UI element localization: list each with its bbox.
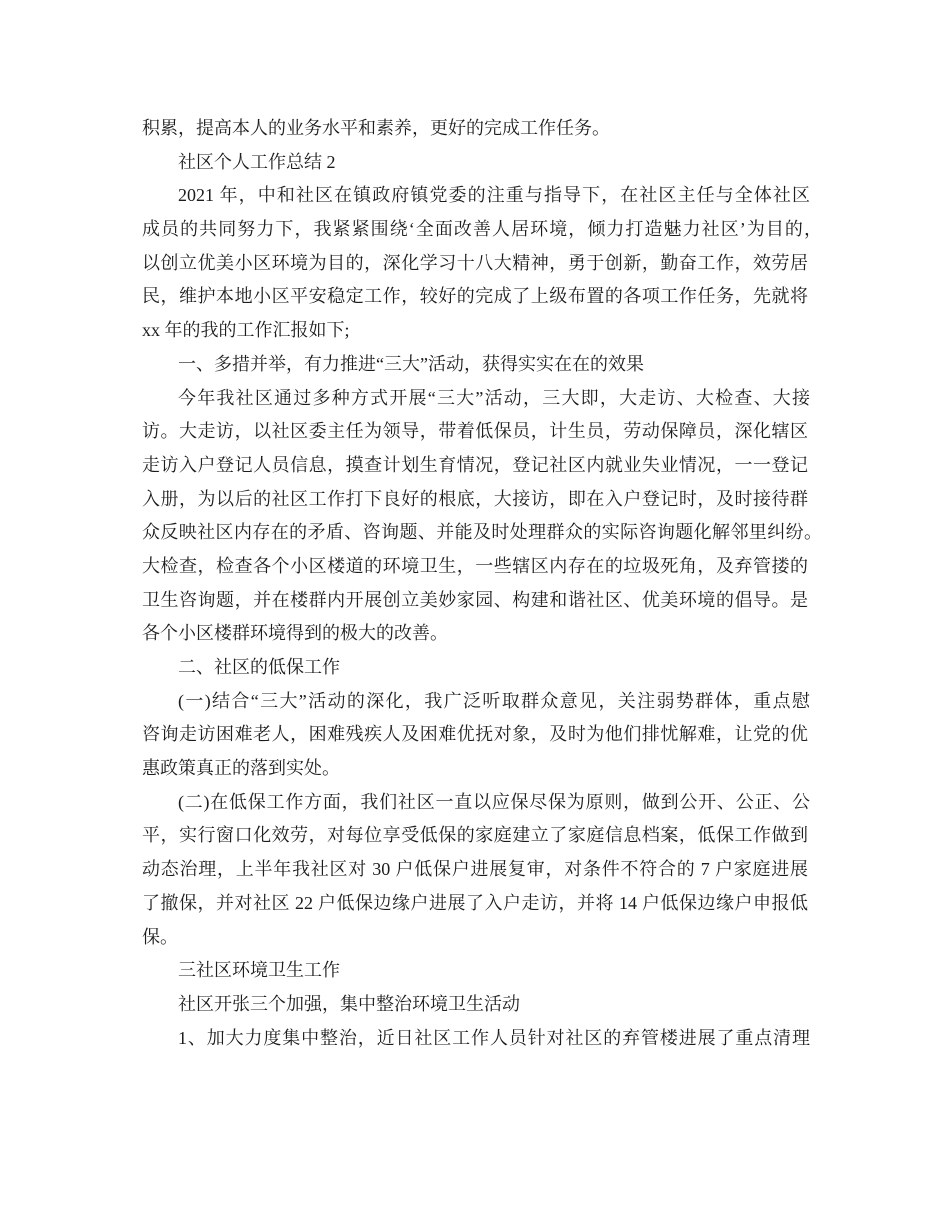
text-line: 社区开张三个加强，集中整治环境卫生活动 bbox=[178, 993, 520, 1014]
section-heading-text: 三社区环境卫生工作 bbox=[178, 960, 340, 981]
paragraph bbox=[142, 786, 842, 954]
text-line: 1、加大力度集中整治，近日社区工作人员针对社区的弃管楼进展了重点清理 bbox=[178, 1027, 810, 1048]
section-heading bbox=[142, 954, 842, 988]
text-line: 惠政策真正的落到实处。 bbox=[142, 758, 340, 779]
paragraph bbox=[142, 179, 842, 347]
text-line: 民，维护本地小区平安稳定工作，较好的完成了上级布置的各项工作任务，先就将 bbox=[142, 286, 808, 307]
text-line: 以创立优美小区环境为目的，深化学习十八大精神，勇于创新，勤奋工作，效劳居 bbox=[142, 252, 808, 273]
text-line: (一)结合“三大”活动的深化，我广泛听取群众意见，关注弱势群体，重点慰 bbox=[178, 690, 810, 711]
text-line: 众反映社区内存在的矛盾、咨询题、并能及时处理群众的实际咨询题化解邻里纠纷。 bbox=[142, 522, 822, 543]
text-line: 入册，为以后的社区工作打下良好的根底，大接访，即在入户登记时，及时接待群 bbox=[142, 488, 808, 509]
text-line: 咨询走访困难老人，困难残疾人及困难优抚对象，及时为他们排忧解难，让党的优 bbox=[142, 724, 808, 745]
section-heading-text: 二、社区的低保工作 bbox=[178, 657, 340, 677]
text-line: 访。大走访，以社区委主任为领导，带着低保员，计生员，劳动保障员，深化辖区 bbox=[142, 421, 808, 442]
text-line: 今年我社区通过多种方式开展“三大”活动，三大即，大走访、大检查、大接 bbox=[178, 387, 810, 408]
paragraph bbox=[142, 685, 842, 786]
text-line: 成员的共同努力下，我紧紧围绕‘全面改善人居环境，倾力打造魅力社区’为目的， bbox=[142, 219, 822, 240]
text-line: (二)在低保工作方面，我们社区一直以应保尽保为原则，做到公开、公正、公 bbox=[178, 791, 810, 812]
section-heading bbox=[142, 348, 842, 382]
text-line: xx 年的我的工作汇报如下; bbox=[142, 320, 350, 341]
paragraph bbox=[142, 382, 842, 652]
paragraph bbox=[142, 988, 842, 1022]
text-line: 平，实行窗口化效劳，对每位享受低保的家庭建立了家庭信息档案，低保工作做到 bbox=[142, 825, 808, 846]
text-line: 卫生咨询题，并在楼群内开展创立美妙家园、构建和谐社区、优美环境的倡导。是 bbox=[142, 589, 808, 610]
text-line: 保。 bbox=[142, 926, 178, 947]
paragraph bbox=[142, 1022, 842, 1056]
text-line: 2021 年，中和社区在镇政府镇党委的注重与指导下，在社区主任与全体社区 bbox=[178, 185, 810, 206]
section-heading bbox=[142, 146, 842, 180]
section-heading-text: 社区个人工作总结 2 bbox=[178, 151, 336, 172]
text-line: 了撤保，并对社区 22 户低保边缘户进展了入户走访，并将 14 户低保边缘户申报低 bbox=[142, 892, 808, 913]
section-heading bbox=[142, 651, 842, 685]
text-line: 走访入户登记人员信息，摸查计划生育情况，登记社区内就业失业情况，一一登记 bbox=[142, 454, 808, 475]
text-line: 大检查，检查各个小区楼道的环境卫生，一些辖区内存在的垃圾死角，及弃管搂的 bbox=[142, 555, 808, 576]
paragraph bbox=[142, 112, 842, 146]
section-heading-text: 一、多措并举，有力推进“三大”活动，获得实实在在的效果 bbox=[178, 353, 644, 374]
text-line: 积累，提高本人的业务水平和素养，更好的完成工作任务。 bbox=[142, 118, 610, 138]
text-line: 各个小区楼群环境得到的极大的改善。 bbox=[142, 623, 448, 644]
text-line: 动态治理，上半年我社区对 30 户低保户进展复审，对条件不符合的 7 户家庭进展 bbox=[142, 859, 808, 880]
document-page bbox=[142, 112, 842, 1055]
